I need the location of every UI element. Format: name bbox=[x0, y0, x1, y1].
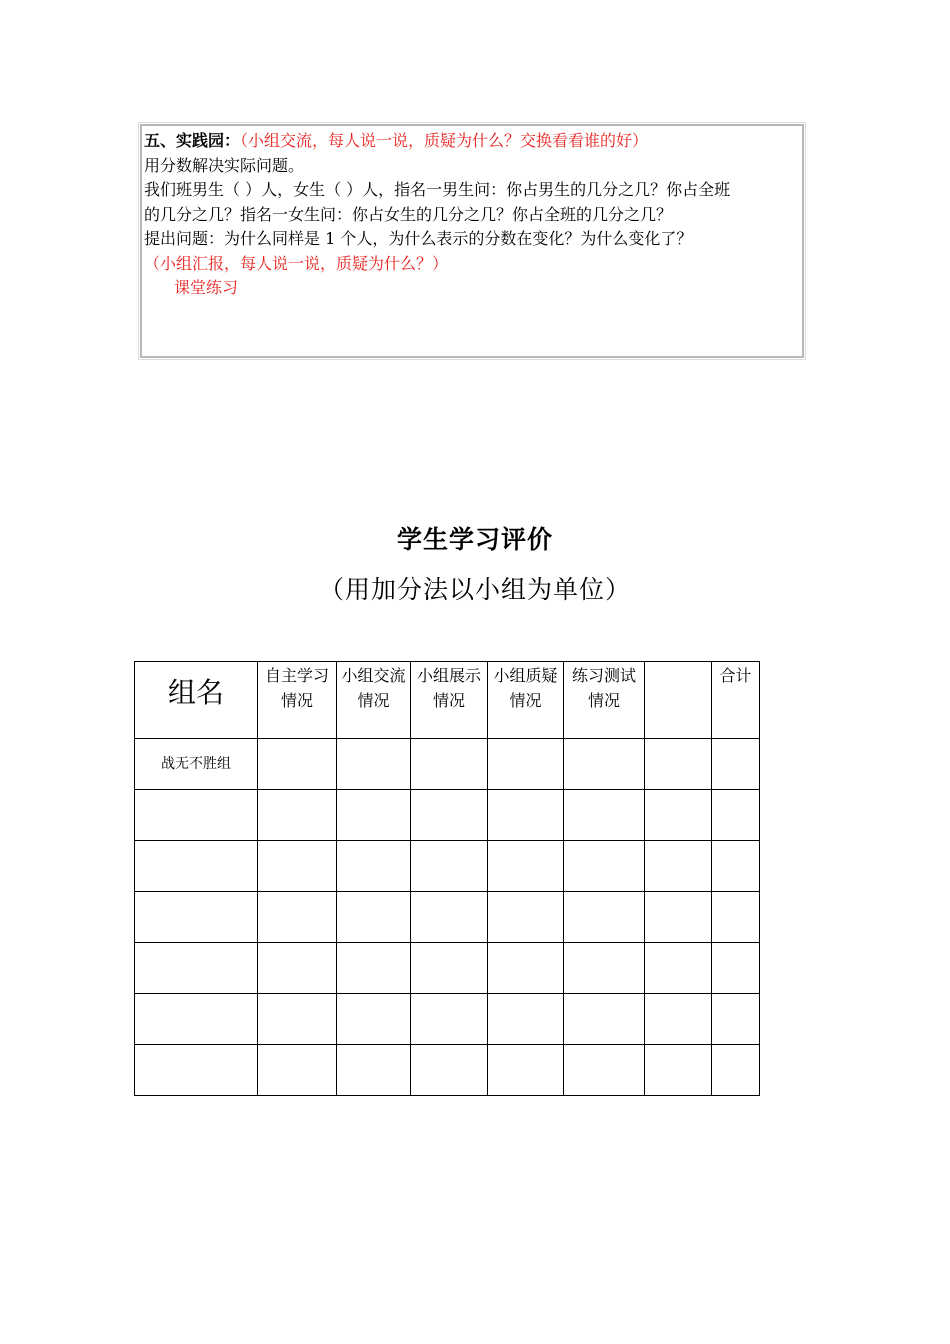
score-cell bbox=[645, 739, 712, 790]
score-cell bbox=[488, 1045, 564, 1096]
practice-line-1: 用分数解决实际问题。 bbox=[144, 155, 305, 175]
score-cell bbox=[337, 841, 411, 892]
header-group-communication: 小组交流情况 bbox=[337, 662, 411, 739]
group-name-cell bbox=[135, 1045, 258, 1096]
header-group-presentation: 小组展示情况 bbox=[411, 662, 488, 739]
practice-line-5: （小组汇报，每人说一说，质疑为什么？） bbox=[144, 253, 449, 273]
score-cell bbox=[645, 841, 712, 892]
practice-heading-note: （小组交流，每人说一说，质疑为什么？交换看看谁的好） bbox=[240, 131, 649, 150]
score-cell bbox=[712, 1045, 760, 1096]
table-row bbox=[135, 994, 760, 1045]
table-row bbox=[135, 739, 760, 790]
score-cell bbox=[258, 1045, 337, 1096]
score-cell bbox=[488, 790, 564, 841]
score-cell bbox=[564, 739, 645, 790]
header-group-name: 组名 bbox=[135, 662, 258, 739]
score-cell bbox=[564, 841, 645, 892]
table-row bbox=[135, 841, 760, 892]
practice-section bbox=[140, 124, 804, 358]
table-row bbox=[135, 943, 760, 994]
group-name-cell bbox=[135, 892, 258, 943]
score-cell bbox=[645, 1045, 712, 1096]
score-cell bbox=[337, 790, 411, 841]
score-cell bbox=[411, 943, 488, 994]
score-cell bbox=[564, 943, 645, 994]
score-cell bbox=[712, 841, 760, 892]
practice-heading-line bbox=[144, 129, 802, 154]
header-practice-test: 练习测试情况 bbox=[564, 662, 645, 739]
practice-line-4: 提出问题：为什么同样是 1 个人，为什么表示的分数在变化？为什么变化了？ bbox=[144, 229, 693, 248]
score-cell bbox=[488, 943, 564, 994]
score-cell bbox=[411, 790, 488, 841]
evaluation-table bbox=[134, 661, 760, 1096]
practice-line-3: 的几分之几？指名一女生问：你占女生的几分之几？你占全班的几分之几？ bbox=[144, 204, 673, 224]
score-cell bbox=[258, 943, 337, 994]
score-cell bbox=[645, 790, 712, 841]
table-row bbox=[135, 892, 760, 943]
score-cell bbox=[564, 1045, 645, 1096]
header-group-questioning: 小组质疑情况 bbox=[488, 662, 564, 739]
group-name-cell bbox=[135, 790, 258, 841]
score-cell bbox=[258, 892, 337, 943]
table-row bbox=[135, 1045, 760, 1096]
practice-line-2: 我们班男生（ ）人，女生（ ）人，指名一男生问：你占男生的几分之几？你占全班 bbox=[144, 180, 731, 199]
score-cell bbox=[411, 739, 488, 790]
group-name-cell bbox=[135, 994, 258, 1045]
table-row bbox=[135, 790, 760, 841]
score-cell bbox=[564, 994, 645, 1045]
score-cell bbox=[258, 994, 337, 1045]
score-cell bbox=[411, 994, 488, 1045]
score-cell bbox=[645, 994, 712, 1045]
group-name-cell bbox=[135, 841, 258, 892]
header-total: 合计 bbox=[712, 662, 760, 739]
score-cell bbox=[258, 790, 337, 841]
group-name-cell: 战无不胜组 bbox=[135, 739, 258, 790]
score-cell bbox=[258, 841, 337, 892]
score-cell bbox=[411, 1045, 488, 1096]
score-cell bbox=[645, 892, 712, 943]
score-cell bbox=[411, 892, 488, 943]
header-blank bbox=[645, 662, 712, 739]
score-cell bbox=[258, 739, 337, 790]
score-cell bbox=[488, 892, 564, 943]
score-cell bbox=[337, 943, 411, 994]
score-cell bbox=[712, 790, 760, 841]
score-cell bbox=[712, 994, 760, 1045]
score-cell bbox=[712, 943, 760, 994]
score-cell bbox=[488, 841, 564, 892]
group-name-cell bbox=[135, 943, 258, 994]
evaluation-title: 学生学习评价 bbox=[396, 525, 553, 554]
score-cell bbox=[411, 841, 488, 892]
score-cell bbox=[712, 739, 760, 790]
score-cell bbox=[488, 994, 564, 1045]
score-cell bbox=[564, 790, 645, 841]
score-cell bbox=[337, 739, 411, 790]
score-cell bbox=[337, 994, 411, 1045]
score-cell bbox=[564, 892, 645, 943]
score-cell bbox=[645, 943, 712, 994]
table-header-row bbox=[135, 662, 760, 739]
score-cell bbox=[337, 1045, 411, 1096]
practice-line-6: 课堂练习 bbox=[174, 278, 239, 297]
evaluation-subtitle: （用加分法以小组为单位） bbox=[318, 575, 631, 604]
score-cell bbox=[337, 892, 411, 943]
score-cell bbox=[488, 739, 564, 790]
practice-heading: 五、实践园： bbox=[144, 131, 241, 150]
header-self-study: 自主学习情况 bbox=[258, 662, 337, 739]
score-cell bbox=[712, 892, 760, 943]
